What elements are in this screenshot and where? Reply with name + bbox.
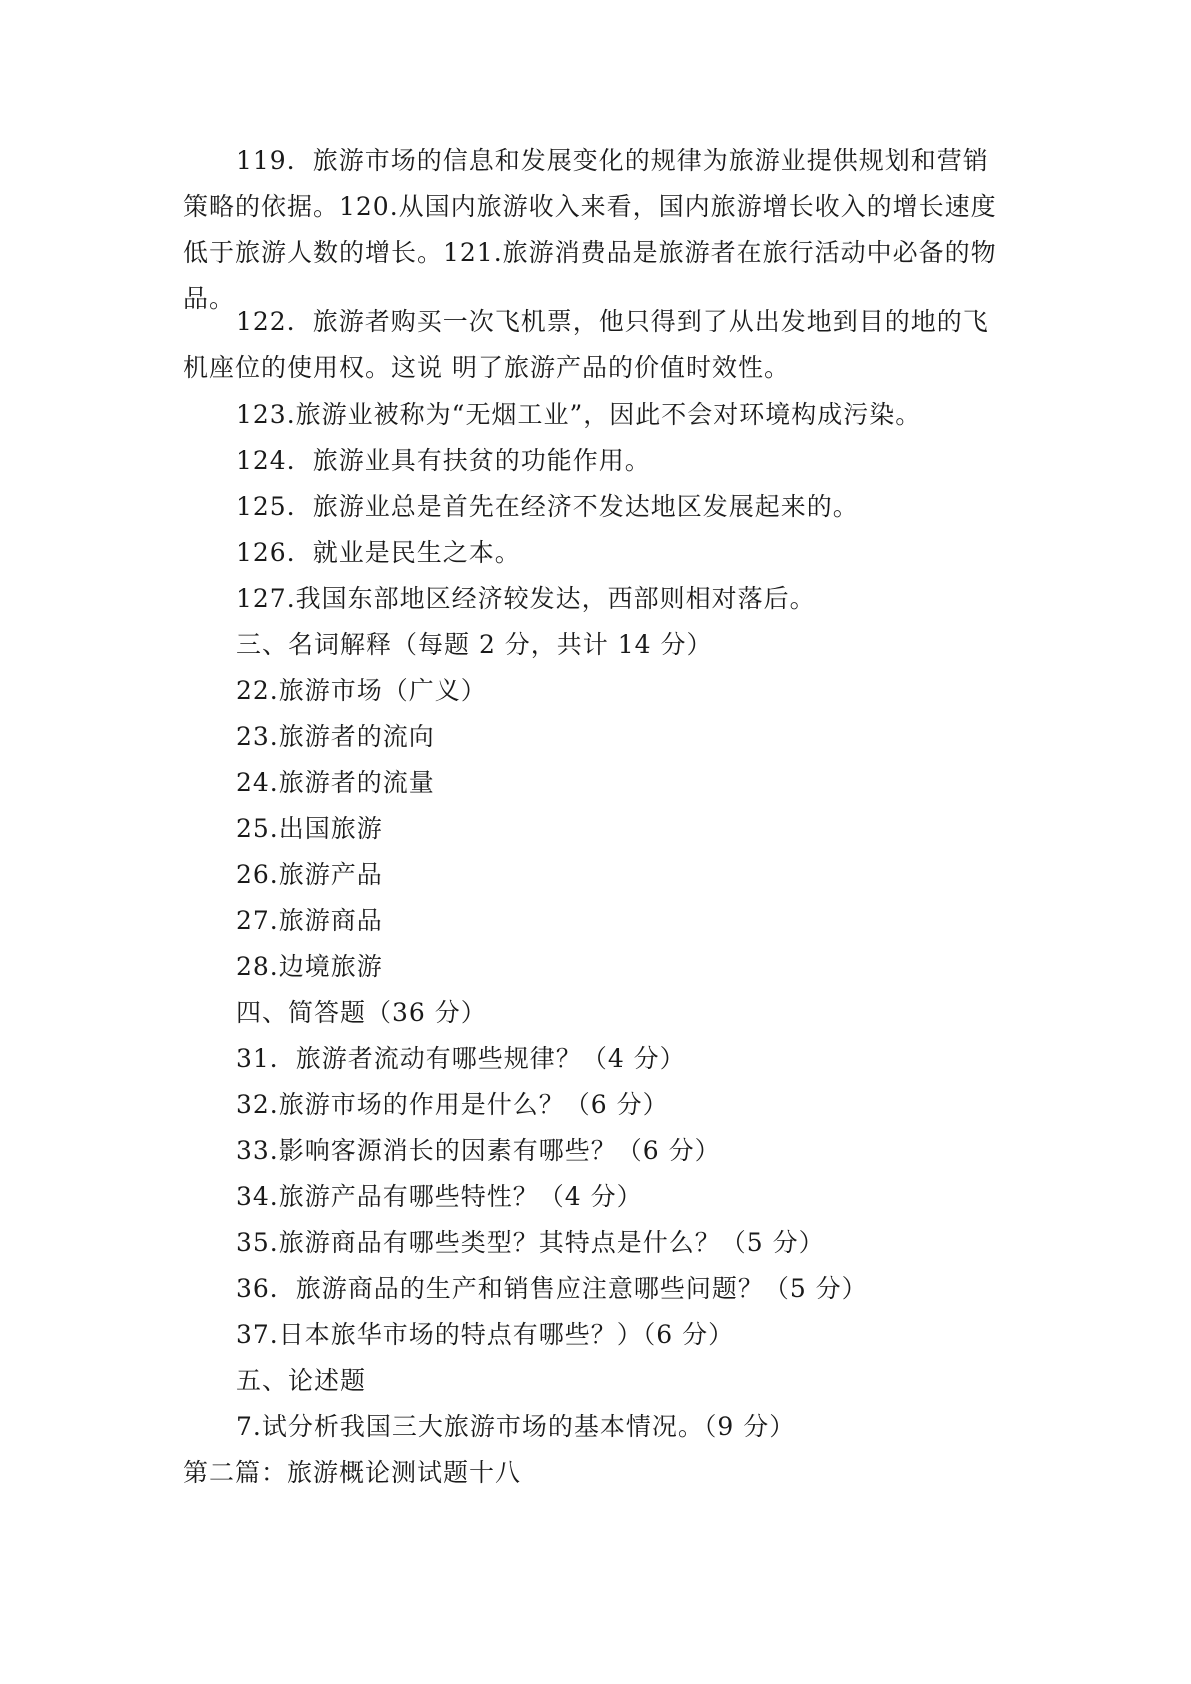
short-question-33: 33.影响客源消长的因素有哪些？（6 分） <box>236 1136 721 1165</box>
term-question-26: 26.旅游产品 <box>236 860 383 889</box>
short-question-37: 37.日本旅华市场的特点有哪些？）（6 分） <box>236 1320 735 1349</box>
part-two-heading: 第二篇：旅游概论测试题十八 <box>183 1458 522 1487</box>
term-question-22: 22.旅游市场（广义） <box>236 676 487 705</box>
paragraph-119-121: 119．旅游市场的信息和发展变化的规律为旅游业提供规划和营销策略的依据。120.从国内旅游收入来看，国内旅游增长收入的增长速度低于旅游人数的增长。121.旅游消费品是旅游者在旅行活动中必备的物品。 <box>183 146 997 313</box>
term-question-23: 23.旅游者的流向 <box>236 722 435 751</box>
paragraph-122: 122．旅游者购买一次飞机票，他只得到了从出发地到目的地的飞机座位的使用权。这说 明了旅游产品的价值时效性。 <box>183 307 989 382</box>
short-question-32: 32.旅游市场的作用是什么？（6 分） <box>236 1090 669 1119</box>
short-question-34: 34.旅游产品有哪些特性？（4 分） <box>236 1182 643 1211</box>
short-question-31: 31．旅游者流动有哪些规律？（4 分） <box>236 1044 686 1073</box>
statement-123: 123.旅游业被称为“无烟工业”，因此不会对环境构成污染。 <box>236 400 922 429</box>
section-heading-terms: 三、名词解释（每题 2 分，共计 14 分） <box>236 630 713 659</box>
section-heading-essay: 五、论述题 <box>236 1366 367 1395</box>
statement-127: 127.我国东部地区经济较发达，西部则相对落后。 <box>236 584 816 613</box>
term-question-27: 27.旅游商品 <box>236 906 383 935</box>
short-question-35: 35.旅游商品有哪些类型？其特点是什么？（5 分） <box>236 1228 825 1257</box>
short-question-36: 36．旅游商品的生产和销售应注意哪些问题？（5 分） <box>236 1274 868 1303</box>
term-question-24: 24.旅游者的流量 <box>236 768 435 797</box>
statement-126: 126．就业是民生之本。 <box>236 538 521 567</box>
essay-question-7: 7.试分析我国三大旅游市场的基本情况。（9 分） <box>236 1412 796 1441</box>
statement-125: 125．旅游业总是首先在经济不发达地区发展起来的。 <box>236 492 859 521</box>
statement-124: 124．旅游业具有扶贫的功能作用。 <box>236 446 651 475</box>
section-heading-short-answer: 四、简答题（36 分） <box>236 998 487 1027</box>
term-question-25: 25.出国旅游 <box>236 814 383 843</box>
term-question-28: 28.边境旅游 <box>236 952 383 981</box>
